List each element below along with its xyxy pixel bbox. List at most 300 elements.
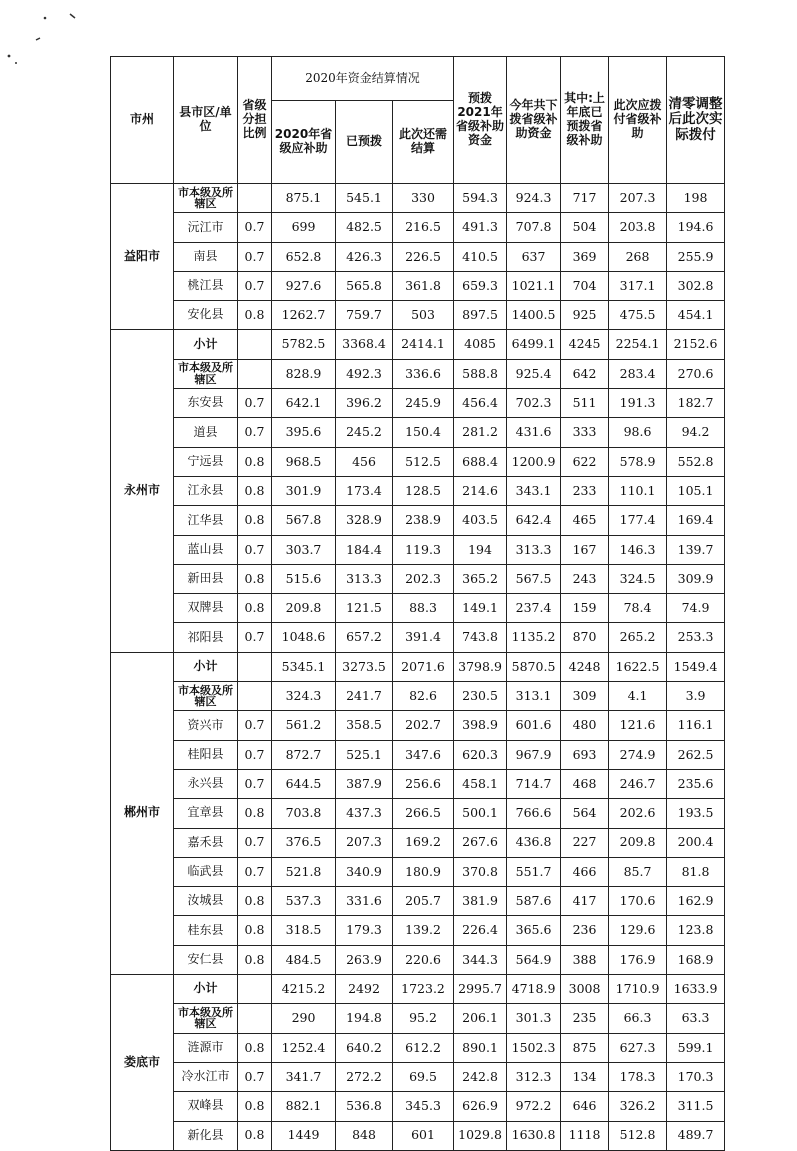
value-cell: 88.3	[393, 594, 454, 623]
value-cell: 238.9	[393, 506, 454, 535]
value-cell: 482.5	[336, 213, 393, 242]
value-cell: 230.5	[454, 682, 507, 711]
value-cell: 81.8	[667, 857, 725, 886]
value-cell: 564	[561, 799, 609, 828]
value-cell: 1449	[272, 1121, 336, 1150]
value-cell: 116.1	[667, 711, 725, 740]
ratio-cell	[238, 184, 272, 213]
value-cell: 207.3	[336, 828, 393, 857]
value-cell: 216.5	[393, 213, 454, 242]
ratio-cell	[238, 330, 272, 359]
value-cell: 704	[561, 271, 609, 300]
value-cell: 512.5	[393, 447, 454, 476]
value-cell: 565.8	[336, 271, 393, 300]
value-cell: 640.2	[336, 1033, 393, 1062]
value-cell: 2071.6	[393, 652, 454, 681]
value-cell: 601.6	[507, 711, 561, 740]
value-cell: 178.3	[609, 1062, 667, 1091]
value-cell: 717	[561, 184, 609, 213]
value-cell: 578.9	[609, 447, 667, 476]
value-cell: 4245	[561, 330, 609, 359]
value-cell: 341.7	[272, 1062, 336, 1091]
value-cell: 1723.2	[393, 975, 454, 1004]
value-cell: 207.3	[609, 184, 667, 213]
header-city: 市州	[111, 57, 174, 184]
header-actual: 清零调整后此次实际拨付	[667, 57, 725, 184]
value-cell: 94.2	[667, 418, 725, 447]
value-cell: 870	[561, 623, 609, 652]
table-body	[111, 184, 725, 1151]
value-cell: 659.3	[454, 271, 507, 300]
table-header	[111, 57, 725, 184]
value-cell: 121.5	[336, 594, 393, 623]
county-cell: 市本级及所辖区	[174, 359, 238, 388]
value-cell: 454.1	[667, 301, 725, 330]
table-row	[111, 711, 725, 740]
county-cell: 小计	[174, 652, 238, 681]
value-cell: 6499.1	[507, 330, 561, 359]
value-cell: 743.8	[454, 623, 507, 652]
value-cell: 1029.8	[454, 1121, 507, 1150]
value-cell: 489.7	[667, 1121, 725, 1150]
value-cell: 612.2	[393, 1033, 454, 1062]
value-cell: 504	[561, 213, 609, 242]
value-cell: 552.8	[667, 447, 725, 476]
value-cell: 5870.5	[507, 652, 561, 681]
value-cell: 74.9	[667, 594, 725, 623]
value-cell: 129.6	[609, 916, 667, 945]
table-row	[111, 271, 725, 300]
value-cell: 437.3	[336, 799, 393, 828]
value-cell: 652.8	[272, 242, 336, 271]
ratio-cell: 0.7	[238, 828, 272, 857]
value-cell: 2414.1	[393, 330, 454, 359]
value-cell: 465	[561, 506, 609, 535]
table-row	[111, 1121, 725, 1150]
table-row	[111, 1062, 725, 1091]
value-cell: 622	[561, 447, 609, 476]
ratio-cell: 0.7	[238, 418, 272, 447]
value-cell: 456	[336, 447, 393, 476]
value-cell: 302.8	[667, 271, 725, 300]
county-cell: 桂东县	[174, 916, 238, 945]
header-prealloc: 已预拨	[336, 101, 393, 184]
value-cell: 194.8	[336, 1004, 393, 1033]
value-cell: 875.1	[272, 184, 336, 213]
value-cell: 1252.4	[272, 1033, 336, 1062]
table-row	[111, 769, 725, 798]
table-row	[111, 799, 725, 828]
header-of-which: 其中:上年底已预拨省级补助	[561, 57, 609, 184]
scan-specks	[0, 0, 120, 80]
value-cell: 4248	[561, 652, 609, 681]
county-cell: 涟源市	[174, 1033, 238, 1062]
value-cell: 545.1	[336, 184, 393, 213]
value-cell: 702.3	[507, 389, 561, 418]
value-cell: 301.9	[272, 476, 336, 505]
table-row	[111, 389, 725, 418]
value-cell: 128.5	[393, 476, 454, 505]
value-cell: 149.1	[454, 594, 507, 623]
value-cell: 146.3	[609, 535, 667, 564]
value-cell: 537.3	[272, 887, 336, 916]
value-cell: 925	[561, 301, 609, 330]
value-cell: 110.1	[609, 476, 667, 505]
value-cell: 503	[393, 301, 454, 330]
county-cell: 资兴市	[174, 711, 238, 740]
value-cell: 642.4	[507, 506, 561, 535]
value-cell: 1630.8	[507, 1121, 561, 1150]
value-cell: 200.4	[667, 828, 725, 857]
value-cell: 480	[561, 711, 609, 740]
county-cell: 江永县	[174, 476, 238, 505]
value-cell: 194	[454, 535, 507, 564]
value-cell: 283.4	[609, 359, 667, 388]
table-row	[111, 975, 725, 1004]
value-cell: 182.7	[667, 389, 725, 418]
value-cell: 333	[561, 418, 609, 447]
value-cell: 456.4	[454, 389, 507, 418]
county-cell: 宁远县	[174, 447, 238, 476]
value-cell: 1400.5	[507, 301, 561, 330]
value-cell: 194.6	[667, 213, 725, 242]
value-cell: 343.1	[507, 476, 561, 505]
value-cell: 309.9	[667, 564, 725, 593]
ratio-cell: 0.7	[238, 857, 272, 886]
ratio-cell: 0.8	[238, 945, 272, 974]
fund-settlement-table	[110, 56, 725, 1151]
table-row	[111, 945, 725, 974]
value-cell: 324.5	[609, 564, 667, 593]
value-cell: 303.7	[272, 535, 336, 564]
value-cell: 4.1	[609, 682, 667, 711]
city-cell: 益阳市	[111, 184, 174, 330]
value-cell: 336.6	[393, 359, 454, 388]
value-cell: 69.5	[393, 1062, 454, 1091]
value-cell: 369	[561, 242, 609, 271]
ratio-cell: 0.7	[238, 1062, 272, 1091]
value-cell: 220.6	[393, 945, 454, 974]
header-ratio: 省级分担比例	[238, 57, 272, 184]
value-cell: 521.8	[272, 857, 336, 886]
county-cell: 小计	[174, 975, 238, 1004]
value-cell: 567.5	[507, 564, 561, 593]
value-cell: 203.8	[609, 213, 667, 242]
value-cell: 391.4	[393, 623, 454, 652]
value-cell: 1633.9	[667, 975, 725, 1004]
value-cell: 246.7	[609, 769, 667, 798]
value-cell: 703.8	[272, 799, 336, 828]
value-cell: 170.3	[667, 1062, 725, 1091]
value-cell: 436.8	[507, 828, 561, 857]
value-cell: 150.4	[393, 418, 454, 447]
value-cell: 85.7	[609, 857, 667, 886]
value-cell: 313.3	[336, 564, 393, 593]
value-cell: 564.9	[507, 945, 561, 974]
header-group-2020: 2020年资金结算情况	[272, 57, 454, 101]
value-cell: 693	[561, 740, 609, 769]
value-cell: 872.7	[272, 740, 336, 769]
value-cell: 268	[609, 242, 667, 271]
value-cell: 290	[272, 1004, 336, 1033]
county-cell: 嘉禾县	[174, 828, 238, 857]
value-cell: 3798.9	[454, 652, 507, 681]
value-cell: 403.5	[454, 506, 507, 535]
value-cell: 63.3	[667, 1004, 725, 1033]
header-total-year: 今年共下拨省级补助资金	[507, 57, 561, 184]
value-cell: 139.2	[393, 916, 454, 945]
value-cell: 241.7	[336, 682, 393, 711]
value-cell: 263.9	[336, 945, 393, 974]
table-row	[111, 301, 725, 330]
value-cell: 119.3	[393, 535, 454, 564]
value-cell: 255.9	[667, 242, 725, 271]
value-cell: 426.3	[336, 242, 393, 271]
value-cell: 198	[667, 184, 725, 213]
header-county: 县市区/单位	[174, 57, 238, 184]
value-cell: 235.6	[667, 769, 725, 798]
table-row	[111, 359, 725, 388]
value-cell: 123.8	[667, 916, 725, 945]
county-cell: 桃江县	[174, 271, 238, 300]
value-cell: 169.2	[393, 828, 454, 857]
ratio-cell: 0.7	[238, 740, 272, 769]
value-cell: 3368.4	[336, 330, 393, 359]
county-cell: 汝城县	[174, 887, 238, 916]
value-cell: 324.3	[272, 682, 336, 711]
value-cell: 588.8	[454, 359, 507, 388]
value-cell: 361.8	[393, 271, 454, 300]
value-cell: 227	[561, 828, 609, 857]
county-cell: 蓝山县	[174, 535, 238, 564]
value-cell: 162.9	[667, 887, 725, 916]
value-cell: 365.6	[507, 916, 561, 945]
value-cell: 5782.5	[272, 330, 336, 359]
value-cell: 567.8	[272, 506, 336, 535]
value-cell: 925.4	[507, 359, 561, 388]
county-cell: 双牌县	[174, 594, 238, 623]
value-cell: 468	[561, 769, 609, 798]
value-cell: 1021.1	[507, 271, 561, 300]
value-cell: 4718.9	[507, 975, 561, 1004]
value-cell: 587.6	[507, 887, 561, 916]
county-cell: 市本级及所辖区	[174, 1004, 238, 1033]
table-row	[111, 564, 725, 593]
ratio-cell: 0.8	[238, 564, 272, 593]
ratio-cell	[238, 652, 272, 681]
value-cell: 561.2	[272, 711, 336, 740]
value-cell: 458.1	[454, 769, 507, 798]
value-cell: 270.6	[667, 359, 725, 388]
value-cell: 766.6	[507, 799, 561, 828]
value-cell: 551.7	[507, 857, 561, 886]
value-cell: 395.6	[272, 418, 336, 447]
value-cell: 191.3	[609, 389, 667, 418]
value-cell: 396.2	[336, 389, 393, 418]
value-cell: 313.1	[507, 682, 561, 711]
value-cell: 370.8	[454, 857, 507, 886]
value-cell: 193.5	[667, 799, 725, 828]
value-cell: 180.9	[393, 857, 454, 886]
value-cell: 262.5	[667, 740, 725, 769]
value-cell: 209.8	[609, 828, 667, 857]
value-cell: 242.8	[454, 1062, 507, 1091]
value-cell: 169.4	[667, 506, 725, 535]
table-row	[111, 1092, 725, 1121]
value-cell: 848	[336, 1121, 393, 1150]
value-cell: 875	[561, 1033, 609, 1062]
value-cell: 233	[561, 476, 609, 505]
value-cell: 2254.1	[609, 330, 667, 359]
value-cell: 95.2	[393, 1004, 454, 1033]
value-cell: 646	[561, 1092, 609, 1121]
value-cell: 82.6	[393, 682, 454, 711]
value-cell: 170.6	[609, 887, 667, 916]
county-cell: 南县	[174, 242, 238, 271]
ratio-cell: 0.7	[238, 213, 272, 242]
ratio-cell	[238, 1004, 272, 1033]
value-cell: 121.6	[609, 711, 667, 740]
value-cell: 313.3	[507, 535, 561, 564]
value-cell: 714.7	[507, 769, 561, 798]
table-row	[111, 506, 725, 535]
value-cell: 312.3	[507, 1062, 561, 1091]
value-cell: 1262.7	[272, 301, 336, 330]
value-cell: 281.2	[454, 418, 507, 447]
value-cell: 206.1	[454, 1004, 507, 1033]
ratio-cell	[238, 359, 272, 388]
value-cell: 66.3	[609, 1004, 667, 1033]
value-cell: 245.9	[393, 389, 454, 418]
table-row	[111, 213, 725, 242]
value-cell: 205.7	[393, 887, 454, 916]
table-row	[111, 887, 725, 916]
value-cell: 330	[393, 184, 454, 213]
ratio-cell: 0.7	[238, 623, 272, 652]
value-cell: 688.4	[454, 447, 507, 476]
value-cell: 1710.9	[609, 975, 667, 1004]
value-cell: 759.7	[336, 301, 393, 330]
ratio-cell: 0.7	[238, 711, 272, 740]
value-cell: 253.3	[667, 623, 725, 652]
county-cell: 永兴县	[174, 769, 238, 798]
ratio-cell: 0.7	[238, 242, 272, 271]
city-cell: 郴州市	[111, 652, 174, 974]
value-cell: 98.6	[609, 418, 667, 447]
value-cell: 897.5	[454, 301, 507, 330]
value-cell: 1048.6	[272, 623, 336, 652]
county-cell: 宜章县	[174, 799, 238, 828]
value-cell: 179.3	[336, 916, 393, 945]
value-cell: 209.8	[272, 594, 336, 623]
city-cell: 永州市	[111, 330, 174, 652]
value-cell: 256.6	[393, 769, 454, 798]
ratio-cell: 0.7	[238, 769, 272, 798]
value-cell: 627.3	[609, 1033, 667, 1062]
table-row	[111, 857, 725, 886]
value-cell: 202.7	[393, 711, 454, 740]
value-cell: 626.9	[454, 1092, 507, 1121]
value-cell: 417	[561, 887, 609, 916]
county-cell: 江华县	[174, 506, 238, 535]
value-cell: 536.8	[336, 1092, 393, 1121]
value-cell: 236	[561, 916, 609, 945]
county-cell: 新田县	[174, 564, 238, 593]
value-cell: 484.5	[272, 945, 336, 974]
county-cell: 小计	[174, 330, 238, 359]
value-cell: 1622.5	[609, 652, 667, 681]
value-cell: 1549.4	[667, 652, 725, 681]
value-cell: 376.5	[272, 828, 336, 857]
value-cell: 345.3	[393, 1092, 454, 1121]
value-cell: 525.1	[336, 740, 393, 769]
value-cell: 2492	[336, 975, 393, 1004]
value-cell: 2152.6	[667, 330, 725, 359]
value-cell: 410.5	[454, 242, 507, 271]
value-cell: 173.4	[336, 476, 393, 505]
county-cell: 临武县	[174, 857, 238, 886]
value-cell: 184.4	[336, 535, 393, 564]
county-cell: 安化县	[174, 301, 238, 330]
value-cell: 326.2	[609, 1092, 667, 1121]
value-cell: 266.5	[393, 799, 454, 828]
ratio-cell: 0.7	[238, 389, 272, 418]
table-row	[111, 242, 725, 271]
value-cell: 344.3	[454, 945, 507, 974]
county-cell: 安仁县	[174, 945, 238, 974]
value-cell: 599.1	[667, 1033, 725, 1062]
ratio-cell: 0.8	[238, 1033, 272, 1062]
value-cell: 5345.1	[272, 652, 336, 681]
value-cell: 642.1	[272, 389, 336, 418]
value-cell: 657.2	[336, 623, 393, 652]
value-cell: 202.3	[393, 564, 454, 593]
value-cell: 642	[561, 359, 609, 388]
value-cell: 274.9	[609, 740, 667, 769]
value-cell: 177.4	[609, 506, 667, 535]
value-cell: 3.9	[667, 682, 725, 711]
ratio-cell: 0.8	[238, 1092, 272, 1121]
table-row	[111, 447, 725, 476]
value-cell: 168.9	[667, 945, 725, 974]
value-cell: 202.6	[609, 799, 667, 828]
ratio-cell: 0.8	[238, 887, 272, 916]
value-cell: 78.4	[609, 594, 667, 623]
value-cell: 328.9	[336, 506, 393, 535]
ratio-cell: 0.8	[238, 506, 272, 535]
value-cell: 924.3	[507, 184, 561, 213]
ratio-cell: 0.8	[238, 916, 272, 945]
table-row	[111, 652, 725, 681]
header-prealloc-2021: 预拨2021年省级补助资金	[454, 57, 507, 184]
value-cell: 317.1	[609, 271, 667, 300]
county-cell: 祁阳县	[174, 623, 238, 652]
value-cell: 139.7	[667, 535, 725, 564]
value-cell: 637	[507, 242, 561, 271]
ratio-cell	[238, 975, 272, 1004]
value-cell: 492.3	[336, 359, 393, 388]
value-cell: 358.5	[336, 711, 393, 740]
value-cell: 347.6	[393, 740, 454, 769]
ratio-cell: 0.7	[238, 271, 272, 300]
value-cell: 265.2	[609, 623, 667, 652]
header-settle: 此次还需结算	[393, 101, 454, 184]
value-cell: 972.2	[507, 1092, 561, 1121]
value-cell: 3008	[561, 975, 609, 1004]
ratio-cell: 0.8	[238, 301, 272, 330]
value-cell: 699	[272, 213, 336, 242]
table-row	[111, 682, 725, 711]
